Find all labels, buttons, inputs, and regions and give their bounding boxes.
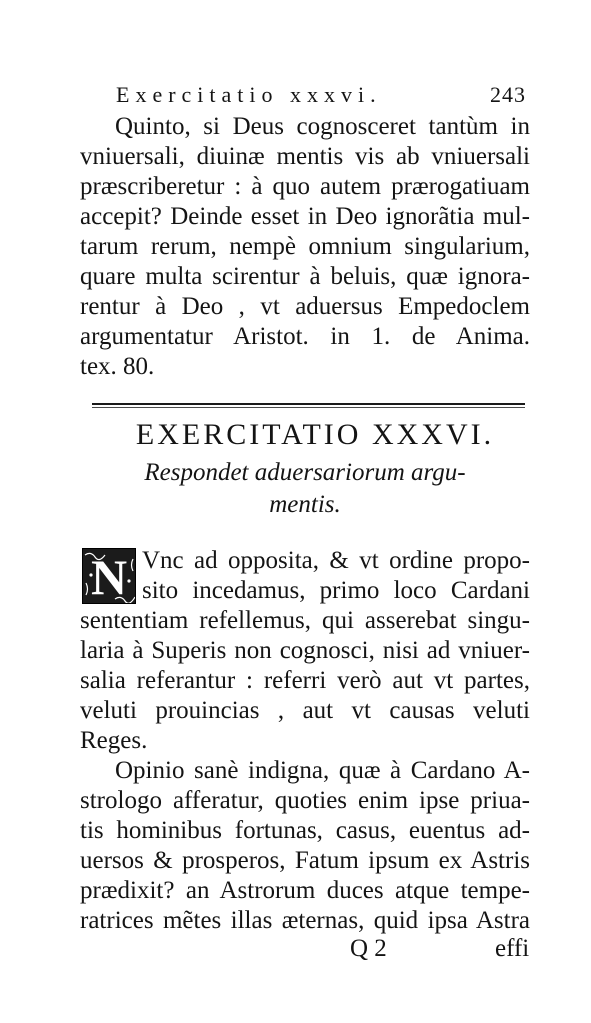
text-line: vniuersali, diuinæ mentis vis ab vniuersali — [80, 143, 530, 170]
text-line: rentur à Deo , vt aduersus Empedoclem — [80, 293, 530, 320]
page-number: 243 — [490, 82, 526, 107]
paragraph-nunc — [80, 606, 530, 756]
text-line: Reges. — [80, 727, 148, 754]
text-line: laria à Superis non cognosci, nisi ad vniuer- — [80, 637, 530, 664]
drop-cap-letter: N — [90, 549, 128, 604]
text-line: accepit? Deinde esset in Deo ignorãtia mul- — [80, 203, 530, 230]
section-divider-thin — [92, 407, 525, 408]
running-header — [116, 82, 526, 108]
text-line: præscriberetur : à quo autem prærogatiuam — [80, 173, 530, 200]
drop-cap-ornament — [82, 548, 136, 604]
signature-mark: Q 2 — [350, 935, 387, 962]
section-title: EXERCITATIO XXXVI. — [135, 418, 495, 451]
text-line: quare multa scirentur à beluis, quæ ignora- — [80, 263, 530, 290]
section-subtitle-line: Respondet aduersariorum argu- — [144, 459, 466, 486]
paragraph-opinio — [80, 756, 530, 936]
text-line: argumentatur Aristot. in 1. de Anima. — [80, 323, 530, 350]
text-line: prædixit? an Astrorum duces atque tempe- — [80, 877, 530, 904]
catchword: effi — [495, 935, 530, 962]
text-line: veluti prouincias , aut vt causas veluti — [80, 697, 530, 724]
text-line: tarum rerum, nempè omnium singularium, — [80, 233, 530, 260]
text-line: sententiam refellemus, qui asserebat singu- — [80, 607, 530, 634]
text-line: uersos & prosperos, Fatum ipsum ex Astris — [80, 847, 530, 874]
text-line: salia referantur : referri verò aut vt partes, — [80, 667, 530, 694]
text-line: Opinio sanè indigna, quæ à Cardano A- — [115, 757, 530, 784]
section-subtitle-line: mentis. — [269, 491, 341, 518]
text-line: tex. 80. — [80, 353, 155, 380]
text-line: sito incedamus, primo loco Cardani — [142, 577, 530, 604]
text-line: tis hominibus fortunas, casus, euentus ad- — [80, 817, 530, 844]
paragraph-nunc-first-lines — [142, 546, 530, 606]
section-divider — [92, 403, 525, 405]
text-line: strologo afferatur, quoties enim ipse priua- — [80, 787, 530, 814]
text-line: ratrices mẽtes illas æternas, quid ipsa Astra — [80, 907, 530, 934]
running-title: Exercitatio xxxvi. — [116, 82, 382, 107]
paragraph-quinto — [80, 112, 530, 382]
text-line: Quinto, si Deus cognosceret tantùm in — [115, 113, 530, 140]
text-line: Vnc ad opposita, & vt ordine propo- — [142, 547, 530, 574]
